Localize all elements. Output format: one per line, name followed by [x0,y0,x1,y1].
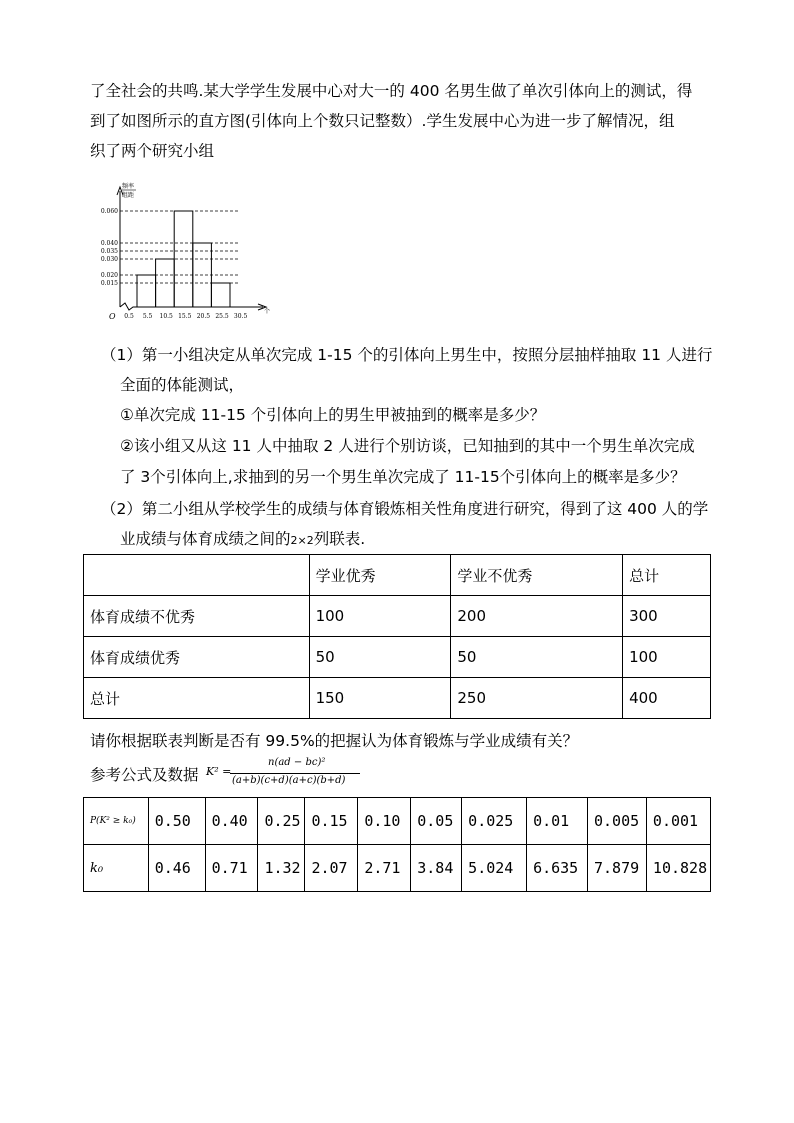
p-value-cell: 0.15 [305,798,358,845]
p-row-label: P(K² ≥ k₀) [84,798,149,845]
table-cell: 200 [451,596,623,637]
table-cell: 50 [309,637,451,678]
table-cell: 400 [623,678,711,719]
formula-numerator: n(ad − bc)² [268,757,326,768]
table-row [84,596,711,637]
p-value-cell: 0.001 [646,798,710,845]
p-value-cell: 0.05 [411,798,462,845]
y-tick-label: 0.040 [100,240,118,247]
q2-line-2 [120,527,365,549]
origin-label: O [109,312,116,321]
k-value-cell: 5.024 [462,845,527,892]
formula-denominator: (a+b)(c+d)(a+c)(b+d) [232,775,346,786]
y-axis-label-bottom: 组距 [122,192,135,199]
header-cell: 学业优秀 [309,555,451,596]
table-cell: 150 [309,678,451,719]
table-cell: 体育成绩优秀 [84,637,310,678]
q1-line-1: （1）第一小组决定从单次完成 1-15 个的引体向上男生中，按照分层抽样抽取 11 人进行 [101,346,713,364]
table-cell: 体育成绩不优秀 [84,596,310,637]
formula-bar [230,773,360,774]
contingency-table [83,554,711,719]
histogram-bar [211,283,230,307]
intro-line-2: 到了如图所示的直方图(引体向上个数只记整数）.学生发展中心为进一步了解情况，组 [90,112,675,130]
q1-sub-1: ①单次完成 11-15 个引体向上的男生甲被抽到的概率是多少？ [120,406,546,424]
x-tick-label: 5.5 [142,313,153,320]
p-value-cell: 0.025 [462,798,527,845]
k-value-cell: 6.635 [527,845,588,892]
question-text: 请你根据联表判断是否有 99.5%的把握认为体育锻炼与学业成绩有关？ [90,732,579,750]
q1-line-2: 全面的体能测试， [120,376,245,394]
table-cell: 100 [309,596,451,637]
p-value-cell: 0.50 [148,798,205,845]
p-value-cell: 0.40 [205,798,258,845]
x-tick-label: 15.5 [178,313,192,320]
header-cell: 学业不优秀 [451,555,623,596]
x-tick-label: 0.5 [124,313,134,320]
k-value-cell: 3.84 [411,845,462,892]
intro-line-3: 织了两个研究小组 [90,142,215,160]
k-value-cell: 7.879 [587,845,646,892]
header-cell [84,555,310,596]
q1-sub-2-line-1: ②该小组又从这 11 人中抽取 2 人进行个别访谈，已知抽到的其中一个男生单次完成 [120,437,695,455]
formula-lhs: K² = [206,765,232,778]
y-tick-label: 0.015 [100,280,118,287]
header-cell: 总计 [623,555,711,596]
x-tick-label: 20.5 [196,313,211,320]
k-value-cell: 0.71 [205,845,258,892]
table-cell: 250 [451,678,623,719]
k-value-row [84,845,711,892]
intro-paragraph [90,76,710,166]
y-tick-label: 0.035 [100,248,118,255]
p-value-cell: 0.01 [527,798,588,845]
x-unit-label: 个 [264,308,271,315]
table-row [84,678,711,719]
y-tick-label: 0.060 [100,208,118,215]
critical-value-table [83,797,711,892]
q2-line-2-c: 列联表. [313,530,366,548]
q2-line-2-a: 业成绩与体育成绩之间的 [120,530,291,548]
table-cell: 100 [623,637,711,678]
k-value-cell: 0.46 [148,845,205,892]
q1-sub-2-line-2: 了 3个引体向上,求抽到的另一个男生单次完成了 11-15个引体向上的概率是多少？ [120,468,686,486]
x-tick-label: 10.5 [159,313,173,320]
p-value-row [84,798,711,845]
histogram-bar [137,275,156,307]
table-cell: 总计 [84,678,310,719]
k-value-cell: 10.828 [646,845,710,892]
k-row-label: k₀ [84,845,149,892]
k-value-cell: 2.71 [358,845,411,892]
q2-line-2-b: 2×2 [290,534,314,547]
p-value-cell: 0.10 [358,798,411,845]
reference-label: 参考公式及数据 [90,766,199,784]
histogram-chart [100,180,290,325]
table-row [84,637,711,678]
y-tick-label: 0.030 [100,256,118,263]
y-axis-label-top: 频率 [122,183,135,190]
x-tick-label: 30.5 [233,313,248,320]
table-cell: 50 [451,637,623,678]
k-value-cell: 2.07 [305,845,358,892]
k-value-cell: 1.32 [258,845,305,892]
q2-line-1: （2）第二小组从学校学生的成绩与体育锻炼相关性角度进行研究，得到了这 400 人的学 [101,500,709,518]
table-header-row [84,555,711,596]
y-tick-label: 0.020 [100,272,118,279]
p-value-cell: 0.005 [587,798,646,845]
table-cell: 300 [623,596,711,637]
intro-line-1: 了全社会的共鸣.某大学学生发展中心对大一的 400 名男生做了单次引体向上的测试，得 [90,82,693,100]
x-tick-label: 25.5 [215,313,229,320]
p-value-cell: 0.25 [258,798,305,845]
